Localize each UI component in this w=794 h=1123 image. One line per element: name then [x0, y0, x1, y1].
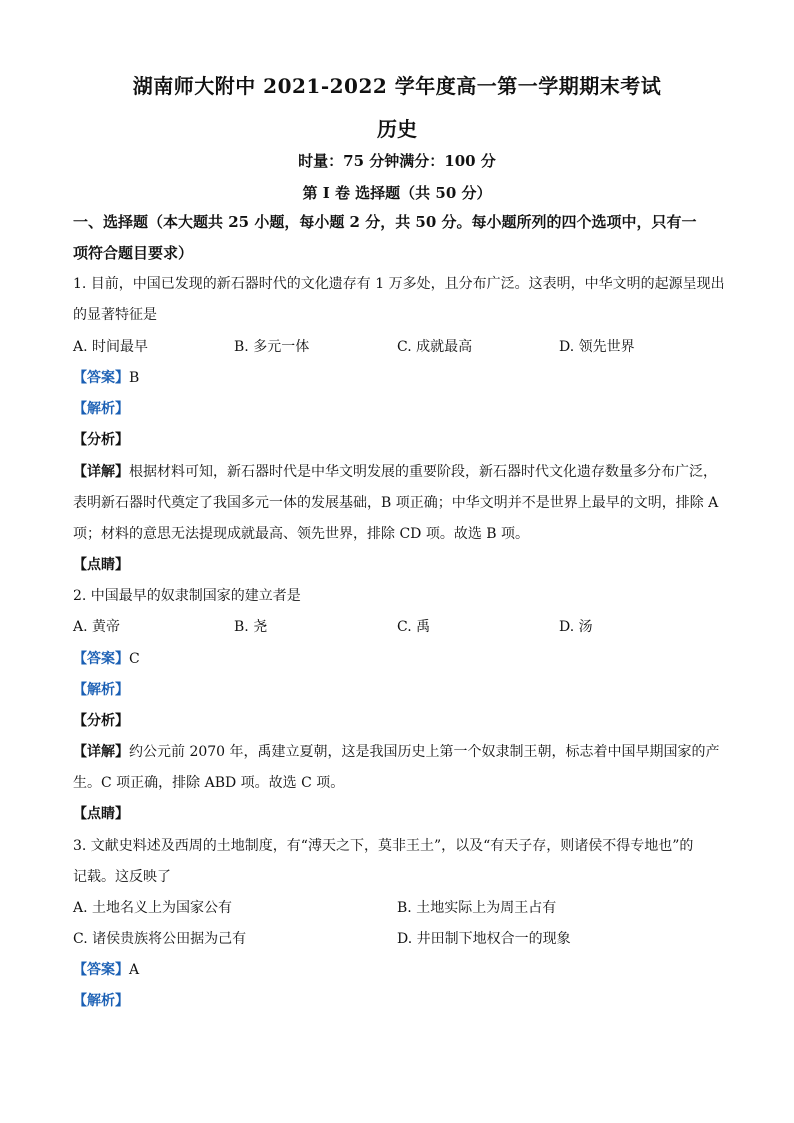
- q1-detail-text1: 根据材料可知，新石器时代是中华文明发展的重要阶段，新石器时代文化遗存数量多分布广泛，: [129, 464, 717, 480]
- q1-analysis-row: [73, 399, 733, 419]
- q1-answer-value: B: [129, 370, 140, 386]
- section-heading-line1: 一、选择题（本大题共 25 小题，每小题 2 分，共 50 分。每小题所列的四个选项中，只有一: [73, 213, 697, 231]
- q2-detail-line1: [73, 742, 733, 762]
- q1-dianjing-row: 【点睛】: [73, 557, 129, 573]
- q1-option-d: D. 领先世界: [559, 339, 635, 355]
- q3-option-c: C. 诸侯贵族将公田据为己有: [73, 931, 247, 947]
- q3-stem-line2: 记载。这反映了: [73, 869, 171, 885]
- part-title: 第 I 卷 选择题（共 50 分）: [302, 184, 492, 202]
- q2-option-d: D. 汤: [559, 619, 593, 635]
- q3-analysis-row: [73, 991, 733, 1011]
- q2-stem-line1: 2. 中国最早的奴隶制国家的建立者是: [73, 588, 301, 604]
- q2-detail-text1: 约公元前 2070 年，禹建立夏朝，这是我国历史上第一个奴隶制王朝，标志着中国早期国家的产: [129, 744, 720, 760]
- detail-tag: 【详解】: [73, 744, 129, 760]
- exam-meta: 时量：75 分钟满分：100 分: [298, 152, 496, 170]
- q3-option-b: B. 土地实际上为周王占有: [397, 900, 557, 916]
- q3-answer-row: [73, 960, 733, 980]
- q2-dianjing-row: 【点睛】: [73, 806, 129, 822]
- q2-option-c: C. 禹: [397, 619, 431, 635]
- q3-answer-value: A: [129, 962, 140, 978]
- q2-option-b: B. 尧: [234, 619, 268, 635]
- analysis-tag: 【解析】: [73, 682, 129, 698]
- answer-tag: 【答案】: [73, 651, 129, 667]
- q1-answer-row: [73, 368, 733, 388]
- exam-title: 湖南师大附中 2021-2022 学年度高一第一学期期末考试: [132, 74, 662, 98]
- analysis-tag: 【解析】: [73, 401, 129, 417]
- q2-fenxi-row: 【分析】: [73, 713, 129, 729]
- section-heading-line2: 项符合题目要求）: [73, 244, 194, 262]
- analysis-tag: 【解析】: [73, 993, 129, 1009]
- q1-stem-line1: 1. 目前，中国已发现的新石器时代的文化遗存有 1 万多处，且分布广泛。这表明，中华文明的起源呈现出: [73, 276, 725, 292]
- q2-analysis-row: [73, 680, 733, 700]
- q2-detail-line2: 生。C 项正确，排除 ABD 项。故选 C 项。: [73, 775, 345, 791]
- answer-tag: 【答案】: [73, 370, 129, 386]
- q1-detail-line1: [73, 462, 733, 482]
- q1-detail-line2: 表明新石器时代奠定了我国多元一体的发展基础，B 项正确；中华文明并不是世界上最早的文明，排除 A: [73, 495, 719, 511]
- q1-fenxi-row: 【分析】: [73, 432, 129, 448]
- detail-tag: 【详解】: [73, 464, 129, 480]
- q1-stem-line2: 的显著特征是: [73, 307, 157, 323]
- answer-tag: 【答案】: [73, 962, 129, 978]
- q2-answer-value: C: [129, 651, 140, 667]
- q1-option-b: B. 多元一体: [234, 339, 310, 355]
- q3-option-d: D. 井田制下地权合一的现象: [397, 931, 571, 947]
- q1-detail-line3: 项；材料的意思无法提现成就最高、领先世界，排除 CD 项。故选 B 项。: [73, 526, 530, 542]
- q2-option-a: A. 黄帝: [73, 619, 121, 635]
- q2-answer-row: [73, 649, 733, 669]
- q3-stem-line1: 3. 文献史料述及西周的土地制度，有“溥天之下，莫非王土”，以及“有天子存，则诸侯不得专地也”的: [73, 838, 694, 854]
- q1-option-c: C. 成就最高: [397, 339, 473, 355]
- q1-option-a: A. 时间最早: [73, 339, 149, 355]
- q3-option-a: A. 土地名义上为国家公有: [73, 900, 233, 916]
- subject-title: 历史: [377, 117, 417, 141]
